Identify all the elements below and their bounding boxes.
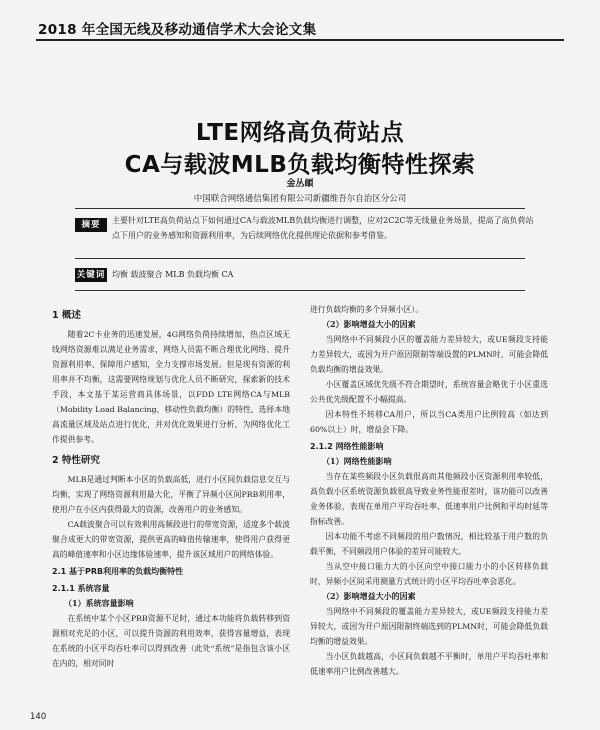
- section-heading: 2.1.2 网络性能影响: [310, 442, 384, 451]
- affiliation: 中国联合网络通信集团有限公司新疆维吾尔自治区分公司: [193, 194, 407, 204]
- section-heading: 2.1.1 系统容量: [52, 584, 110, 593]
- paragraph: 当小区负载越高，小区间负载越不平衡时，单用户平均吞吐率和低速率用户比例改善越大。: [310, 652, 548, 676]
- title-line-2: CA与载波MLB负载均衡特性探索: [124, 152, 476, 178]
- abstract-top-rule: [75, 208, 525, 209]
- running-header: 2018 年全国无线及移动通信学术大会论文集: [38, 22, 317, 38]
- section-heading: 1 概述: [52, 310, 81, 321]
- section-heading: （2）影响增益大小的因素: [322, 591, 416, 601]
- paragraph: 随着2C卡业务的迅速发展，4G网络负荷持续增加，热点区域无线网络资源难以满足业务需求，网络人员需不断合理优化网络、提升资源利用率、保障用户感知，全力支撑市场发展。但是现有资源的利用率并不均衡，这需要网络规划与优化人员不断研究，探索新的技术手段，本文基于某运营商具体场景，以FDD LTE网络CA与MLB（Mobility Load Balancing，移动性负载均衡）的特性，选择本地高流量区域及站点进行优化，并对优化效果进行分析，为网络优化工作提供参考。: [52, 330, 290, 444]
- section-heading: 2.1 基于PRB利用率的负载均衡特性: [52, 567, 184, 576]
- section-heading: （2）影响增益大小的因素: [322, 319, 416, 329]
- header-rule: [36, 39, 564, 41]
- keywords-text: 均衡 载波聚合 MLB 负载均衡 CA: [112, 270, 234, 279]
- left-column: [52, 302, 290, 671]
- abstract-tag: 摘要: [75, 218, 107, 232]
- paragraph: 在系统中某个小区PRB资源不足时，通过本功能将负载转移到资源相对充足的小区，可以提升资源的利用效率，获得容量增益，表现在系统的小区平均吞吐率可以得到改善（此处“系统”是指包含该小区在内的，相对同时: [52, 614, 290, 668]
- paragraph: 当从空中接口能力大的小区向空中接口能力小的小区转移负载时，异频小区间采用测量方式统计的小区平均吞吐率会恶化。: [310, 562, 548, 586]
- keywords-tag: 关键词: [76, 270, 106, 280]
- section-heading: 2 特性研究: [52, 455, 100, 466]
- paragraph: 因本特性不转移CA用户，所以当CA类用户比例较高（如达到60%以上）时，增益会下降。: [310, 410, 548, 434]
- abstract-bottom-rule: [75, 290, 525, 291]
- section-heading: （1）系统容量影响: [64, 598, 134, 608]
- paragraph: 当网络中不同频段的覆盖能力差异较大，或UE频段支持能力差异较大，或因为开户原因限制终端选到的PLMN时，可能会降低负载均衡的增益效果。: [310, 607, 548, 646]
- paragraph: 进行负载均衡的多个异频小区）。: [310, 305, 424, 314]
- paragraph: 小区覆盖区域优先级不符合期望时，系统容量会略优于小区重选公共优先级配置不小幅提高。: [310, 380, 548, 404]
- page-number: 140: [30, 712, 47, 722]
- abstract-divider: [75, 258, 525, 259]
- author: 金丛頔: [286, 179, 314, 189]
- paragraph: CA载波聚合可以有效利用高频段进行的带宽资源，适度多个载波聚合成更大的带宽资源，提供更高的峰值传输速率，使得用户获得更高的峰值速率和小区边缘体验速率，提升该区域用户的网络体验。: [52, 520, 290, 559]
- paragraph: 因本功能不考虑不同频段的用户数情况，相比较基于用户数的负载平衡，不同频段用户体验的差异可能较大。: [310, 532, 548, 556]
- right-column: [310, 302, 548, 679]
- section-heading: （1）网络性能影响: [322, 456, 392, 466]
- paragraph: 当网络中不同频段小区的覆盖能力差异较大，或UE频段支持能力差异较大，或因为开户原因限制等端设置的PLMN时，可能会降低负载均衡的增益效果。: [310, 335, 548, 374]
- title-line-1: LTE网络高负荷站点: [195, 120, 405, 146]
- paragraph: 当存在某些频段小区负载很高而其他频段小区资源利用率较低，高负载小区系统资源负载很高导致业务性能很差时，该功能可以改善业务体验，表现在单用户平均吞吐率、低速率用户比例和平均时延等指标改善。: [310, 472, 548, 526]
- abstract-text: 主要针对LTE高负荷站点下如何通过CA与载波MLB负载均衡进行调整，应对2C2C等无线量业务场景，提高了高负荷站点下用户的业务感知和资源利用率，为后续网络优化提供理论依据和参考借鉴。: [112, 216, 534, 240]
- paragraph: MLB是通过判断本小区的负载高低，进行小区间负载信息交互与均衡，实现了网络资源利用最大化，平衡了异频小区间PRB利用率，使用户在小区内获得最大的资源，改善用户的业务感知。: [52, 475, 290, 514]
